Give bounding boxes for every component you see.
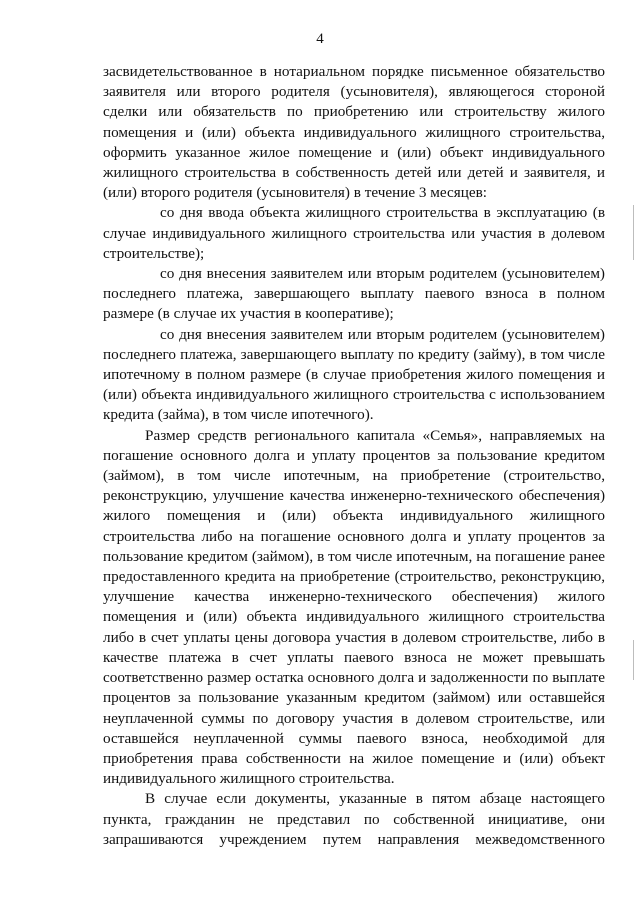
scan-edge-mark <box>633 205 634 260</box>
page-number: 4 <box>316 31 324 47</box>
paragraph-obligation: засвидетельствованное в нотариальном порядке письменное обязательство заявителя или второго родителя (усыновителя), являющегося стороной сделки или обязательств по приобретению или строительству жилого помещения и (или) объекта индивидуального жилищного строительства, оформить указанное жилое помещение и (или) объект индивидуального жилищного строительства в собственность детей или детей и заявителя, и (или) второго родителя (усыновителя) в течение 3 месяцев: <box>103 63 605 202</box>
paragraph-capital-amount: Размер средств регионального капитала «Семья», направляемых на погашение основного долга и уплату процентов за пользование кредитом (займом), в том числе ипотечным, на приобретение (строительство, реконструкцию, улучшение качества инженерно-технического обеспечения) жилого помещения и (или) объекта индивидуального жилищного строительства либо на погашение основного долга и уплату процентов за пользование кредитом (займом), в том числе ипотечным, на погашение ранее предоставленного кредита на приобретение (строительство, реконструкцию, улучшение качества инженерно-технического обеспечения) жилого помещения и (или) объекта индивидуального жилищного строительства либо в счет уплаты цены договора участия в долевом строительстве, либо в качестве платежа в счет уплаты паевого взноса не может превышать соответственно размер остатка основного долга и задолженности по выплате процентов за пользование указанным кредитом (займом) или оставшейся неуплаченной суммы по договору участия в долевом строительстве, или оставшейся неуплаченной суммы паевого взноса, необходимой для приобретения права собственности на жилое помещение и (или) объект индивидуального жилищного строительства. <box>103 426 605 788</box>
document-body <box>103 62 605 850</box>
scan-edge-mark <box>633 640 634 680</box>
paragraph-cooperative-payment: со дня внесения заявителем или вторым родителем (усыновителем) последнего платежа, завершающего выплату паевого взноса в полном размере (в случае их участия в кооперативе); <box>103 265 605 323</box>
paragraph-loan-payment: со дня внесения заявителем или вторым родителем (усыновителем) последнего платежа, завершающего выплату по кредиту (займу), в том числе ипотечному в полном размере (в случае приобретения жилого помещения и (или) объекта индивидуального жилищного строительства с использованием кредита (займа), в том числе ипотечного). <box>103 325 605 424</box>
paragraph-documents-request: В случае если документы, указанные в пятом абзаце настоящего пункта, гражданин не представил по собственной инициативе, они запрашиваются учреждением путем направления межведомственного <box>103 790 605 848</box>
paragraph-commissioning: со дня ввода объекта жилищного строительства в эксплуатацию (в случае индивидуального жилищного строительства или участия в долевом строительстве); <box>103 204 605 262</box>
